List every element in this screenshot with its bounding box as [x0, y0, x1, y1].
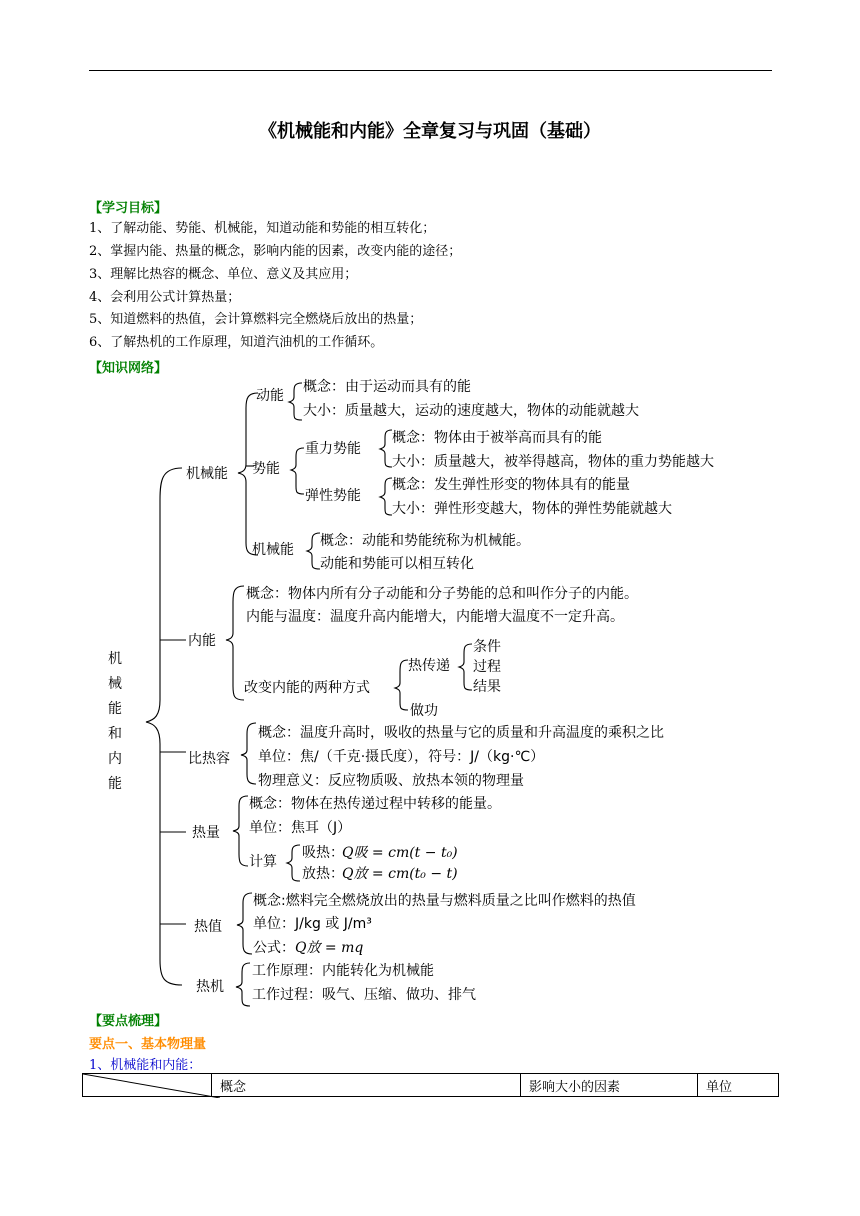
section-summary: 【要点梳理】 [89, 1014, 168, 1029]
table-header-factors: 影响大小的因素 [521, 1074, 698, 1097]
page-title: 《机械能和内能》全章复习与巩固（基础） [259, 121, 601, 142]
comparison-table [82, 1073, 779, 1097]
section-network: 【知识网络】 [89, 361, 168, 376]
ht-condition: 条件 [473, 639, 501, 655]
brace-specific-heat [241, 723, 256, 784]
objective-item: 4、会利用公式计算热量； [89, 290, 241, 305]
table-header-row [83, 1074, 779, 1097]
node-potential: 势能 [252, 461, 280, 477]
root-char: 机 [108, 651, 122, 667]
fv-formula: Q放 = mq [295, 940, 364, 956]
brace-calc [287, 845, 300, 881]
sh-concept: 概念：温度升高时，吸收的热量与它的质量和升高温度的乘积之比 [258, 725, 664, 741]
ht-process: 过程 [473, 659, 501, 675]
node-mech-energy-sub: 机械能 [252, 542, 294, 558]
brace-root [146, 468, 182, 985]
node-specific-heat: 比热容 [188, 751, 230, 767]
objective-item: 1、了解动能、势能、机械能，知道动能和势能的相互转化； [89, 221, 436, 236]
elastic-size: 大小：弹性形变越大，物体的弹性势能就越大 [392, 501, 672, 517]
section-objectives: 【学习目标】 [89, 201, 168, 216]
root-char: 械 [108, 676, 122, 692]
root-char: 和 [108, 726, 122, 742]
mech-concept: 概念：动能和势能统称为机械能。 [320, 533, 530, 549]
node-mechanical-energy: 机械能 [186, 466, 228, 482]
node-heat: 热量 [192, 825, 220, 841]
brace-elastic [380, 478, 392, 515]
root-char: 能 [108, 701, 122, 717]
fv-formula-label: 公式： [253, 940, 295, 956]
brace-heat [233, 796, 248, 866]
brace-kinetic [289, 383, 302, 420]
internal-concept: 概念：物体内所有分子动能和分子势能的总和叫作分子的内能。 [246, 586, 638, 602]
objective-item: 3、理解比热容的概念、单位、意义及其应用； [89, 267, 358, 282]
node-heat-engine: 热机 [196, 979, 224, 995]
brace-heat-engine [236, 963, 250, 1006]
node-fuel-value: 热值 [194, 919, 222, 935]
brace-potential [291, 448, 304, 494]
node-change-ways: 改变内能的两种方式 [244, 680, 370, 696]
brace-internal [226, 586, 244, 700]
point-one-subheading: 1、机械能和内能： [89, 1058, 202, 1073]
node-heat-transfer: 热传递 [408, 658, 450, 674]
objective-item: 2、掌握内能、热量的概念，影响内能的因素，改变内能的途径； [89, 244, 462, 259]
brace-gravity [380, 430, 392, 467]
brace-change [395, 660, 408, 710]
table-header-concept: 概念 [212, 1074, 521, 1097]
diagonal-line [83, 1074, 220, 1098]
heat-concept: 概念：物体在热传递过程中转移的能量。 [249, 796, 501, 812]
sh-meaning: 物理意义：反应物质吸、放热本领的物理量 [258, 773, 524, 789]
kinetic-concept: 概念：由于运动而具有的能 [303, 379, 471, 395]
brace-heat-transfer [459, 644, 472, 690]
sh-unit: 单位：焦/（千克·摄氏度），符号：J/（kg·℃） [258, 749, 545, 765]
kinetic-size: 大小：质量越大，运动的速度越大，物体的动能就越大 [303, 403, 639, 419]
absorb-formula: Q吸 = cm(t − t₀) [342, 845, 458, 861]
fv-concept: 概念:燃料完全燃烧放出的热量与燃料质量之比叫作燃料的热值 [253, 893, 636, 909]
node-elastic-potential: 弹性势能 [305, 488, 361, 504]
gravity-concept: 概念：物体由于被举高而具有的能 [392, 430, 602, 446]
internal-temperature: 内能与温度：温度升高内能增大，内能增大温度不一定升高。 [246, 609, 624, 625]
fv-unit: 单位：J/kg 或 J/m³ [253, 916, 372, 932]
gravity-size: 大小：质量越大，被举得越高，物体的重力势能越大 [392, 454, 714, 470]
node-gravity-potential: 重力势能 [305, 441, 361, 457]
root-char: 能 [108, 776, 122, 792]
node-internal-energy: 内能 [188, 633, 216, 649]
node-work: 做功 [410, 703, 438, 719]
ht-result: 结果 [473, 679, 501, 695]
eng-process: 工作过程：吸气、压缩、做功、排气 [252, 987, 476, 1003]
table-corner-cell [83, 1074, 212, 1097]
point-one-heading: 要点一、基本物理量 [89, 1037, 207, 1052]
release-label: 放热： [302, 866, 344, 882]
release-formula: Q放 = cm(t₀ − t) [342, 866, 458, 882]
brace-mech-sub [307, 533, 320, 569]
node-kinetic: 动能 [256, 388, 284, 404]
root-char: 内 [108, 751, 122, 767]
objective-item: 6、了解热机的工作原理，知道汽油机的工作循环。 [89, 335, 384, 350]
table-header-unit: 单位 [698, 1074, 779, 1097]
brace-fuel-value [237, 893, 252, 954]
objective-item: 5、知道燃料的热值，会计算燃料完全燃烧后放出的热量； [89, 312, 423, 327]
mech-convert: 动能和势能可以相互转化 [320, 556, 474, 572]
elastic-concept: 概念：发生弹性形变的物体具有的能量 [392, 477, 630, 493]
node-calc: 计算 [249, 854, 277, 870]
eng-principle: 工作原理：内能转化为机械能 [252, 963, 434, 979]
absorb-label: 吸热： [302, 845, 344, 861]
heat-unit: 单位：焦耳（J） [249, 820, 352, 836]
